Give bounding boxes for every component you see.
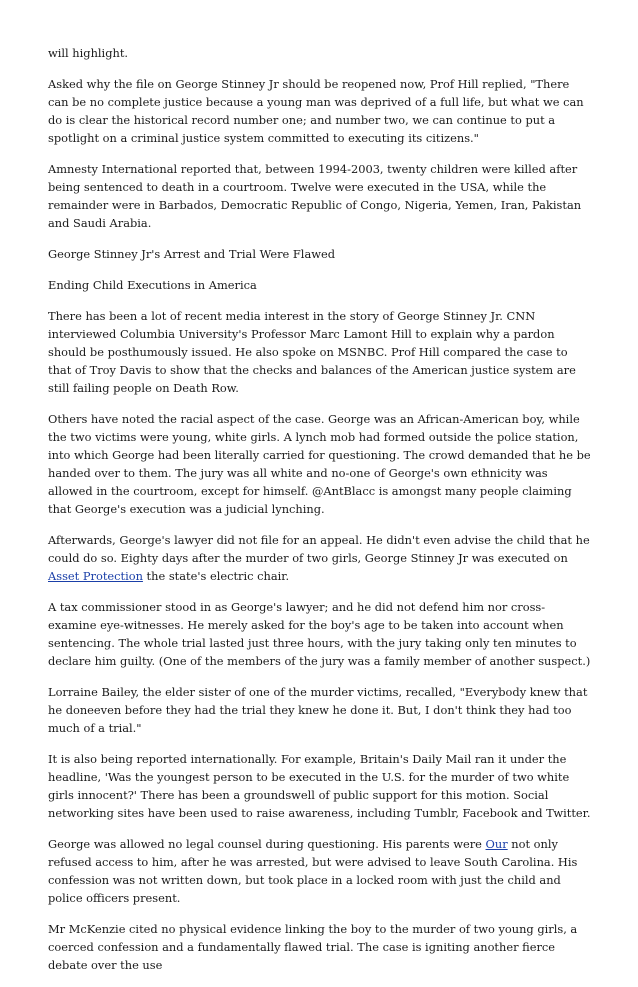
asset-protection-link[interactable]: Asset Protection	[48, 569, 143, 583]
paragraph-prof-hill-quote: Asked why the file on George Stinney Jr should be reopened now, Prof Hill replied, "There can be no complete justice because a young man was deprived of a full life, but what we can do is clear the historical record number one; and number two, we can continue to put a spotlight on a criminal justice system committed to executing its citizens."	[48, 77, 584, 145]
paragraph-text: not only refused access to him, after he was arrested, but were advised to leave South Carolina. His confession was not written down, but took place in a locked room with just the child and police officers present.	[48, 837, 578, 905]
paragraph-international-reporting: It is also being reported internationally. For example, Britain's Daily Mail ran it under the headline, 'Was the youngest person to be executed in the U.S. for the murder of two white girls innocent?' There has been a groundswell of public support for this motion. Social networking sites have been used to raise awareness, including Tumblr, Facebook and Twitter.	[48, 752, 591, 820]
paragraph-lorraine-bailey: Lorraine Bailey, the elder sister of one of the murder victims, recalled, "Everybody knew that he doneeven before they had the trial they knew he done it. But, I don't think they had too much of a trial."	[48, 685, 588, 735]
paragraph-no-legal-counsel	[48, 835, 593, 907]
subheading-arrest-trial: George Stinney Jr's Arrest and Trial Were Flawed	[48, 247, 336, 261]
paragraph-tax-commissioner: A tax commissioner stood in as George's lawyer; and he did not defend him nor cross-examine eye-witnesses. He merely asked for the boy's age to be taken into account when sentencing. The whole trial lasted just three hours, with the jury taking only ten minutes to declare him guilty. (One of the members of the jury was a family member of another suspect.)	[48, 600, 591, 668]
document-page	[48, 44, 593, 987]
paragraph-text: Afterwards, George's lawyer did not file for an appeal. He didn't even advise the child that he could do so. Eighty days after the murder of two girls, George Stinney Jr was executed on	[48, 533, 590, 565]
our-link[interactable]: Our	[485, 837, 508, 851]
paragraph-text: the state's electric chair.	[142, 569, 290, 583]
subheading-ending-child-executions: Ending Child Executions in America	[48, 278, 257, 292]
paragraph-mckenzie: Mr McKenzie cited no physical evidence linking the boy to the murder of two young girls, a coerced confession and a fundamentally flawed trial. The case is igniting another fierce debate over the use	[48, 922, 578, 972]
paragraph-no-appeal	[48, 531, 593, 585]
paragraph-racial-aspect: Others have noted the racial aspect of the case. George was an African-American boy, while the two victims were young, white girls. A lynch mob had formed outside the police station, into which George had been literally carried for questioning. The crowd demanded that he be handed over to them. The jury was all white and no-one of George's own ethnicity was allowed in the courtroom, except for himself. @AntBlacc is amongst many people claiming that George's execution was a judicial lynching.	[48, 412, 591, 516]
paragraph-text: George was allowed no legal counsel during questioning. His parents were	[48, 837, 486, 851]
paragraph-continuation: will highlight.	[48, 46, 129, 60]
paragraph-media-interest: There has been a lot of recent media interest in the story of George Stinney Jr. CNN interviewed Columbia University's Professor Marc Lamont Hill to explain why a pardon should be posthumously issued. He also spoke on MSNBC. Prof Hill compared the case to that of Troy Davis to show that the checks and balances of the American justice system are still failing people on Death Row.	[48, 309, 576, 395]
paragraph-amnesty-report: Amnesty International reported that, between 1994-2003, twenty children were killed after being sentenced to death in a courtroom. Twelve were executed in the USA, while the remainder were in Barbados, Democratic Republic of Congo, Nigeria, Yemen, Iran, Pakistan and Saudi Arabia.	[48, 162, 582, 230]
